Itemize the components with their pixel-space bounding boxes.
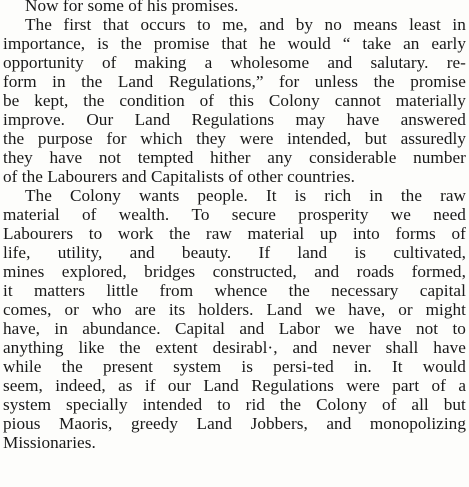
word: we — [315, 300, 336, 319]
text-line-24: Missionaries. — [3, 433, 96, 452]
text-line-10: of the Labourers and Capitalists of other countries. — [3, 167, 355, 186]
word: The — [25, 186, 52, 205]
word: take — [362, 34, 392, 53]
word: The — [25, 15, 52, 34]
word: the — [83, 91, 105, 110]
word: they — [3, 148, 33, 167]
word: holders. — [198, 300, 254, 319]
word: of — [199, 91, 215, 110]
word: all — [411, 395, 429, 414]
word: Labourers — [3, 224, 74, 243]
word: the — [400, 186, 422, 205]
word: be — [3, 91, 20, 110]
word: that — [102, 15, 129, 34]
word: into — [352, 224, 380, 243]
word: the — [279, 395, 302, 414]
word: but — [364, 129, 387, 148]
word: intended — [142, 395, 203, 414]
word: capital — [419, 281, 466, 300]
word: work — [117, 224, 154, 243]
word: means — [353, 15, 398, 34]
word: formed, — [411, 262, 466, 281]
word: of — [451, 224, 466, 243]
word: unless — [314, 72, 359, 91]
text-line-6 — [0, 91, 469, 110]
word: have — [49, 148, 83, 167]
word: as — [118, 376, 133, 395]
word: have — [368, 319, 402, 338]
word: constructed, — [212, 262, 297, 281]
word: to — [217, 395, 231, 414]
word: they — [196, 129, 227, 148]
word: purpose — [37, 129, 93, 148]
word: have, — [3, 319, 40, 338]
word: in — [52, 72, 66, 91]
word: necessary — [331, 281, 399, 300]
word: or — [398, 300, 413, 319]
word: forms — [395, 224, 436, 243]
text-line-18 — [0, 319, 469, 338]
word: in — [452, 15, 466, 34]
word: re- — [446, 53, 466, 72]
word: the — [169, 224, 191, 243]
word: utility, — [57, 243, 103, 262]
text-line-5 — [0, 72, 469, 91]
word: cannot — [334, 91, 381, 110]
word: if — [144, 376, 156, 395]
word: assuredly — [400, 129, 466, 148]
word: for — [106, 129, 127, 148]
word: have — [346, 110, 380, 129]
word: materially — [395, 91, 466, 110]
word: a — [204, 53, 213, 72]
word: improve. — [3, 110, 65, 129]
word: matters — [34, 281, 85, 300]
word: extent — [155, 338, 198, 357]
word: have, — [348, 300, 386, 319]
word: condition — [119, 91, 185, 110]
text-line-7 — [0, 110, 469, 129]
word: not — [415, 319, 439, 338]
word: Labor — [278, 319, 320, 338]
word: is — [97, 34, 109, 53]
word: of — [431, 376, 446, 395]
word: part — [392, 376, 420, 395]
word: he — [259, 34, 276, 53]
word: we — [334, 319, 355, 338]
word: never — [332, 338, 371, 357]
word: specially — [66, 395, 128, 414]
word: early — [431, 34, 466, 53]
word: answered — [400, 110, 466, 129]
word: would — [422, 357, 466, 376]
word: which — [140, 129, 183, 148]
word: we — [390, 205, 411, 224]
word: its — [168, 300, 186, 319]
word: indeed, — [55, 376, 106, 395]
word: any — [267, 148, 293, 167]
word: the — [61, 357, 83, 376]
word: wants — [138, 186, 180, 205]
word: for — [279, 72, 300, 91]
word: of — [101, 53, 117, 72]
word: that — [221, 34, 248, 53]
word: present — [102, 357, 153, 376]
word: of — [82, 205, 97, 224]
word: wholesome — [230, 53, 310, 72]
word: people. — [197, 186, 248, 205]
word: life, — [3, 243, 31, 262]
word: and — [239, 319, 265, 338]
word: are — [134, 300, 156, 319]
word: Land — [203, 376, 239, 395]
word: shall — [385, 338, 419, 357]
word: the — [288, 281, 310, 300]
word: raw — [205, 224, 232, 243]
word: who — [91, 300, 122, 319]
word: least — [409, 15, 441, 34]
word: monopolizing — [369, 414, 466, 433]
word: this — [228, 91, 254, 110]
text-line-8 — [0, 129, 469, 148]
word: or — [64, 300, 79, 319]
word: seem, — [3, 376, 43, 395]
word: “ — [342, 34, 351, 53]
word: greedy — [130, 414, 178, 433]
word: form — [3, 72, 37, 91]
word: material — [3, 205, 60, 224]
word: Land — [134, 110, 171, 129]
word: making — [134, 53, 187, 72]
word: while — [3, 357, 42, 376]
word: opportunity — [3, 53, 84, 72]
word: mines — [3, 262, 45, 281]
text-line-14 — [0, 243, 469, 262]
word: the — [373, 72, 395, 91]
word: raw — [440, 186, 466, 205]
word: and — [327, 53, 353, 72]
word: and — [314, 262, 340, 281]
word: by — [295, 15, 313, 34]
text-line-19 — [0, 338, 469, 357]
word: may — [295, 110, 326, 129]
word: tempted — [137, 148, 194, 167]
word: a — [458, 376, 466, 395]
word: the — [120, 34, 142, 53]
word: would — [287, 34, 331, 53]
word: promise — [153, 34, 210, 53]
word: rich — [324, 186, 352, 205]
word: Regulations — [191, 110, 275, 129]
word: but — [443, 395, 466, 414]
word: Capital — [174, 319, 225, 338]
word: importance, — [3, 34, 86, 53]
word: whence — [214, 281, 268, 300]
text-line-16 — [0, 281, 469, 300]
text-line-3 — [0, 34, 469, 53]
word: in. — [353, 357, 372, 376]
word: have — [433, 338, 466, 357]
word: wealth. — [118, 205, 170, 224]
word: first — [63, 15, 92, 34]
word: the — [81, 72, 103, 91]
word: abundance. — [82, 319, 161, 338]
word: Regulations — [251, 376, 334, 395]
text-line-12 — [0, 205, 469, 224]
text-line-1: Now for some of his promises. — [25, 0, 239, 15]
word: an — [403, 34, 420, 53]
word: rid — [245, 395, 265, 414]
word: and — [326, 414, 352, 433]
word: is — [354, 243, 367, 262]
word: were — [239, 129, 274, 148]
word: and — [292, 338, 318, 357]
word: land — [297, 243, 328, 262]
word: system — [3, 395, 52, 414]
word: Colony — [69, 186, 121, 205]
word: is — [241, 357, 253, 376]
text-line-21 — [0, 376, 469, 395]
word: to — [452, 319, 466, 338]
text-line-11 — [0, 186, 469, 205]
word: not — [98, 148, 122, 167]
word: of — [382, 395, 397, 414]
word: salutary. — [370, 53, 429, 72]
word: It — [265, 186, 277, 205]
word: Colony — [268, 91, 320, 110]
word: comes, — [3, 300, 52, 319]
word: no — [324, 15, 342, 34]
word: secure — [231, 205, 276, 224]
word: need — [433, 205, 466, 224]
word: prosperity — [298, 205, 369, 224]
word: promise — [410, 72, 466, 91]
word: Jobbers, — [250, 414, 308, 433]
word: in — [54, 319, 68, 338]
word: kept, — [34, 91, 69, 110]
text-line-20 — [0, 357, 469, 376]
word: If — [258, 243, 271, 262]
word: to — [197, 15, 211, 34]
word: hither — [210, 148, 251, 167]
word: from — [159, 281, 194, 300]
word: and — [129, 243, 155, 262]
word: Maoris, — [59, 414, 113, 433]
word: the — [119, 338, 141, 357]
word: explored, — [61, 262, 127, 281]
word: were — [346, 376, 380, 395]
word: might — [425, 300, 466, 319]
word: the — [3, 129, 25, 148]
word: little — [106, 281, 139, 300]
word: To — [191, 205, 210, 224]
text-line-2 — [0, 15, 469, 34]
text-line-15 — [0, 262, 469, 281]
word: It — [391, 357, 403, 376]
word: bridges — [144, 262, 196, 281]
text-line-9 — [0, 148, 469, 167]
word: desirabl·, — [212, 338, 278, 357]
word: and — [259, 15, 285, 34]
word: intended, — [287, 129, 352, 148]
word: up — [319, 224, 338, 243]
word: roads — [356, 262, 395, 281]
word: anything — [3, 338, 64, 357]
word: Colony — [316, 395, 367, 414]
text-line-17 — [0, 300, 469, 319]
word: material — [247, 224, 305, 243]
word: like — [78, 338, 105, 357]
text-line-22 — [0, 395, 469, 414]
word: Our — [86, 110, 114, 129]
word: our — [167, 376, 191, 395]
word: is — [294, 186, 307, 205]
word: Land — [266, 300, 303, 319]
word: beauty. — [181, 243, 232, 262]
word: Land — [117, 72, 154, 91]
word: considerable — [308, 148, 397, 167]
text-line-4 — [0, 53, 469, 72]
word: Regulations,” — [168, 72, 264, 91]
word: Land — [196, 414, 233, 433]
word: cultivated, — [393, 243, 466, 262]
word: system — [173, 357, 222, 376]
text-line-13 — [0, 224, 469, 243]
word: me, — [222, 15, 248, 34]
word: to — [88, 224, 103, 243]
word: number — [413, 148, 466, 167]
text-line-23 — [0, 414, 469, 433]
word: it — [3, 281, 13, 300]
word: in — [369, 186, 383, 205]
word: pious — [3, 414, 41, 433]
word: occurs — [140, 15, 186, 34]
word: persi-ted — [273, 357, 334, 376]
